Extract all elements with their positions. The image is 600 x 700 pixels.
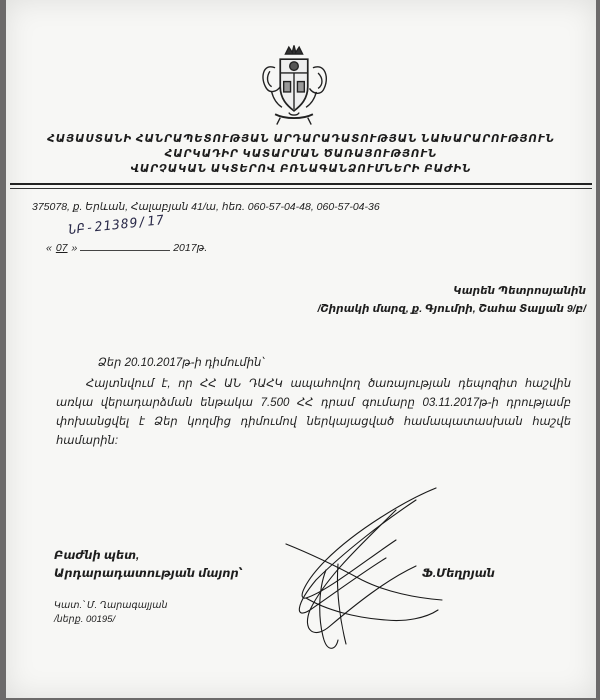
date-month — [80, 250, 170, 251]
registration-date — [46, 242, 207, 254]
recipient-name: Կարեն Պետրոսյանին — [453, 285, 586, 297]
date-open-quote: « — [46, 242, 52, 254]
header-department: ՎԱՐՉԱԿԱՆ ԱԿՏԵՐՈՎ ԲՌՆԱԳԱՆՁՈՒՄՆԵՐԻ ԲԱԺԻՆ — [130, 163, 472, 175]
executor-line: Կատ.՝ Մ. Ղարագայյան — [54, 600, 168, 611]
position-title: Բաժնի պետ, — [54, 550, 140, 562]
letter-page — [6, 0, 596, 698]
letter-body: Հայտնվում է, որ ՀՀ ԱՆ ԴԱՀԿ ապահովող ծառայության դեպոզիտ հաշվին առկա վերադարձման ենթակա 7.500 ՀՀ դրամ գումարը 03.11.2017թ-ի դրությամբ փոխանցվել է Ձեր կողմից դիմումով ներկայացված համապատասխան հաշվե համարին: — [56, 378, 571, 447]
date-close-quote: » — [71, 242, 78, 254]
position-rank: Արդարադատության մայոր՝ — [54, 568, 243, 580]
header-rule-thick — [10, 183, 592, 185]
reference-line: Ձեր 20.10.2017թ-ի դիմումին՝ — [98, 357, 265, 369]
header-service: ՀԱՐԿԱԴԻՐ ԿԱՏԱՐՄԱՆ ԾԱՌԱՅՈՒԹՅՈՒՆ — [164, 148, 438, 160]
signer-name: Ֆ.Մեղրյան — [422, 568, 495, 580]
registration-number: ՆԲ-21389/17 — [67, 212, 166, 239]
date-year: 2017թ. — [173, 242, 208, 254]
date-day: 07 — [55, 242, 68, 254]
recipient-address: /Շիրակի մարզ, ք. Գյումրի, Շահա Տալյան 9/բ/ — [317, 303, 586, 315]
coat-of-arms-icon — [251, 42, 337, 128]
header-rule-thin — [10, 188, 592, 189]
executor-phone: /ներք. 00195/ — [54, 614, 116, 625]
address-line: 375078, ք. Երևան, Հալաբյան 41/ա, հեռ. 060-57-04-48, 060-57-04-36 — [32, 201, 380, 213]
header-ministry: ՀԱՅԱՍՏԱՆԻ ՀԱՆՐԱՊԵՏՈՒԹՅԱՆ ԱՐԴԱՐԱԴԱՏՈՒԹՅԱՆ ՆԱԽԱՐԱՐՈՒԹՅՈՒՆ — [47, 133, 555, 145]
handwritten-signature — [266, 480, 446, 660]
